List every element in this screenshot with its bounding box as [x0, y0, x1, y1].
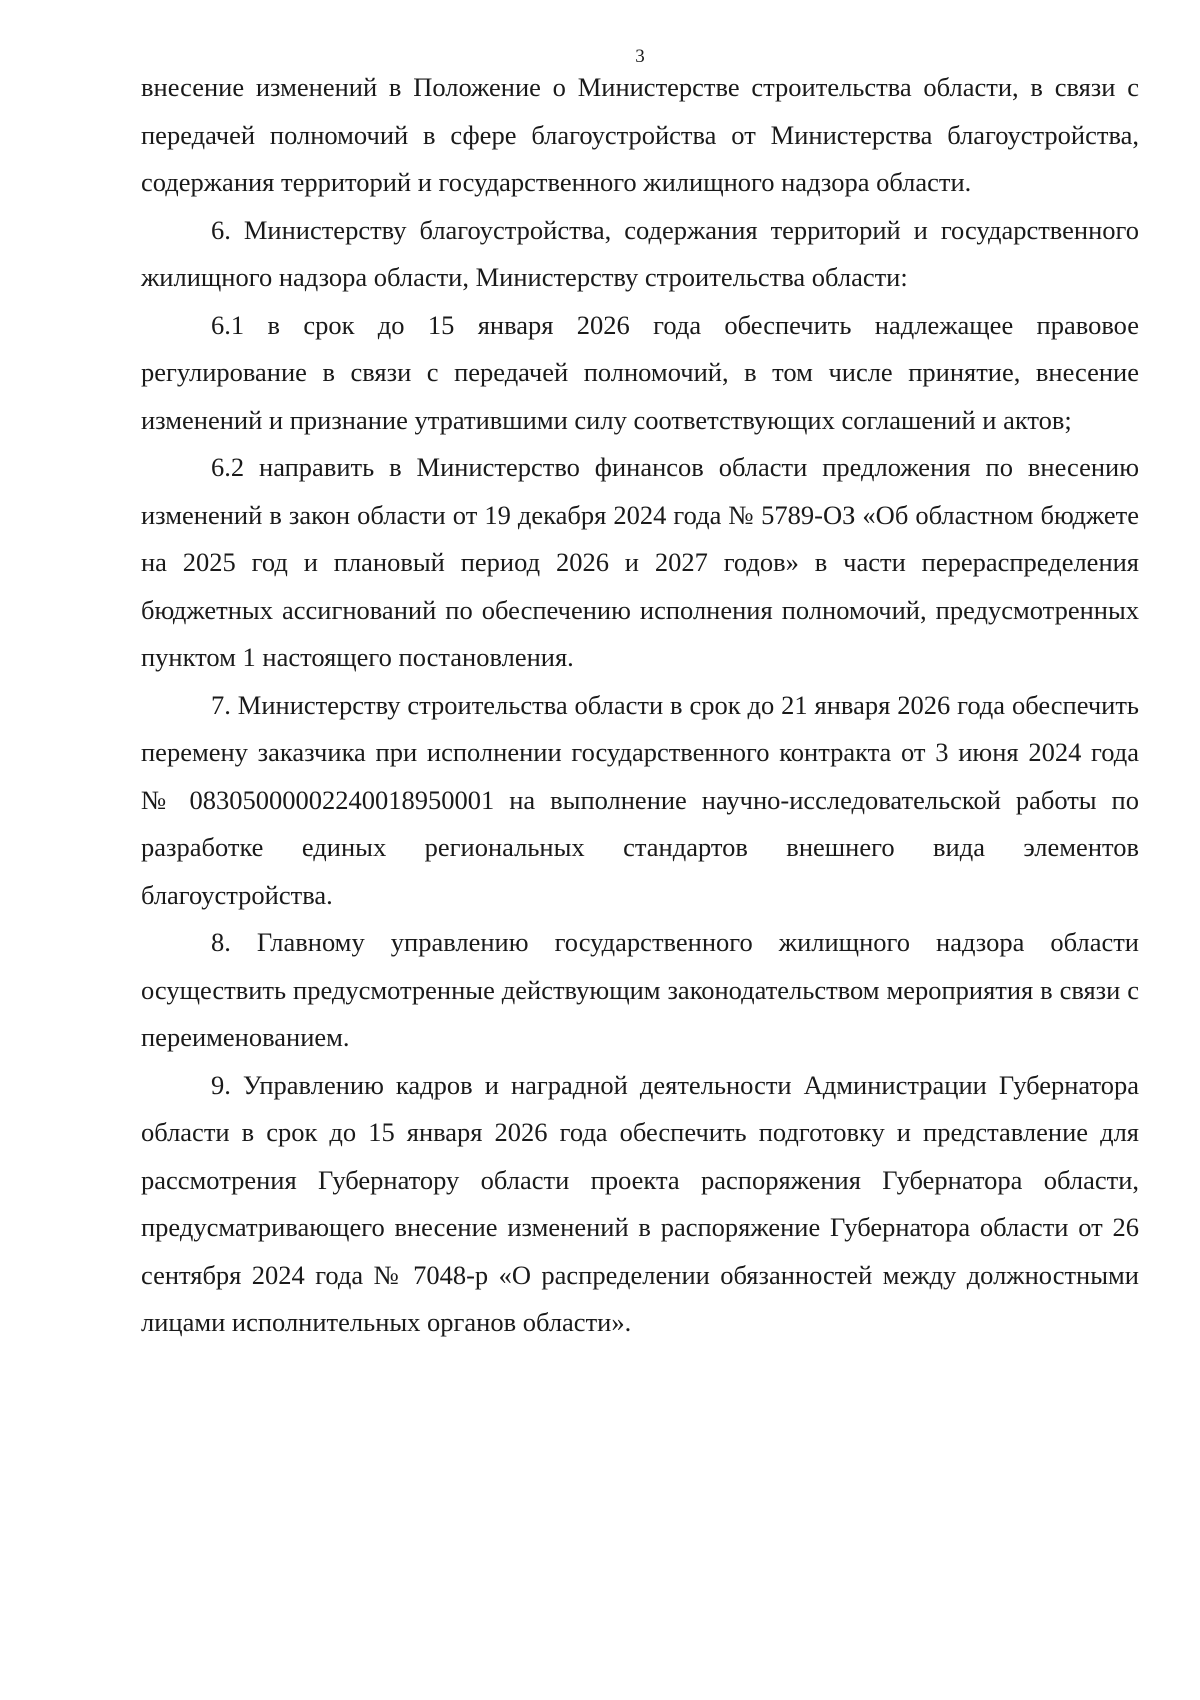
paragraph-5-continuation: внесение изменений в Положение о Министерстве строительства области, в связи с передачей полномочий в сфере благоустройства от Министерства благоустройства, содержания территорий и государственного жилищного надзора области.	[141, 72, 1139, 197]
paragraph-6-2: 6.2 направить в Министерство финансов области предложения по внесению изменений в закон области от 19 декабря 2024 года № 5789-ОЗ «Об областном бюджете на 2025 год и плановый период 2026 и 2027 годов» в части перераспределения бюджетных ассигнований по обеспечению исполнения полномочий, предусмотренных пунктом 1 настоящего постановления.	[141, 452, 1139, 672]
document-body	[141, 64, 1139, 1347]
paragraph-8: 8. Главному управлению государственного жилищного надзора области осуществить предусмотренные действующим законодательством мероприятия в связи с переименованием.	[141, 927, 1139, 1052]
paragraph-9: 9. Управлению кадров и наградной деятельности Администрации Губернатора области в срок до 15 января 2026 года обеспечить подготовку и представление для рассмотрения Губернатору области проекта распоряжения Губернатора области, предусматривающего внесение изменений в распоряжение Губернатора области от 26 сентября 2024 года № 7048-р «О распределении обязанностей между должностными лицами исполнительных органов области».	[141, 1069, 1139, 1337]
paragraph-6-1: 6.1 в срок до 15 января 2026 года обеспечить надлежащее правовое регулирование в связи с передачей полномочий, в том числе принятие, внесение изменений и признание утратившими силу соответствующих соглашений и актов;	[141, 309, 1139, 435]
page-number: 3	[635, 46, 645, 67]
paragraph-7: 7. Министерству строительства области в срок до 21 января 2026 года обеспечить перемену заказчика при исполнении государственного контракта от 3 июня 2024 года № 0830500000224001895000​1 на выполнение научно-исследовательской работы по разработке единых региональных стандартов внешнего вида элементов благоустройства.	[141, 689, 1139, 910]
paragraph-6: 6. Министерству благоустройства, содержания территорий и государственного жилищного надзора области, Министерству строительства области:	[141, 214, 1139, 292]
